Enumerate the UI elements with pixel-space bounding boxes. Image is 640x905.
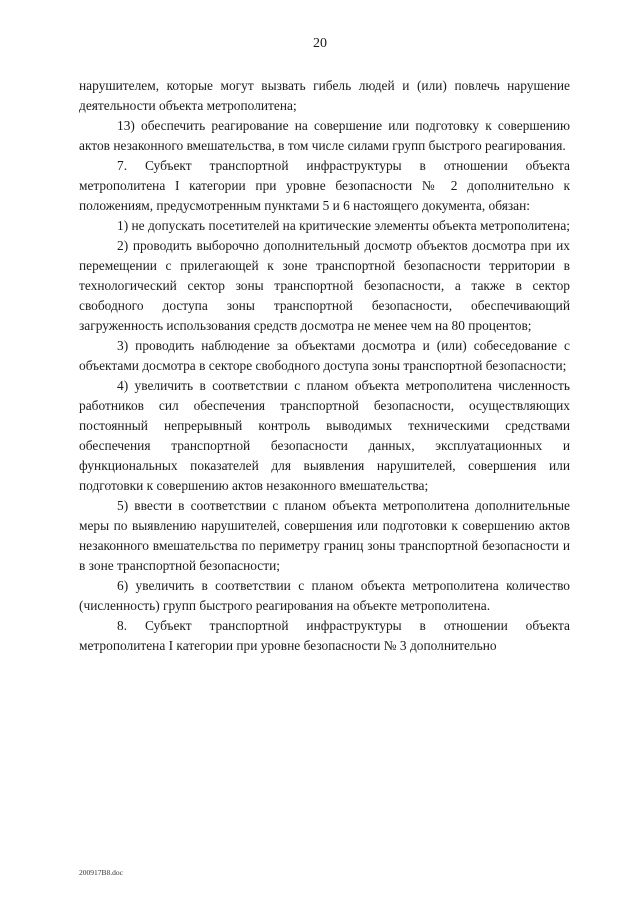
footer-file-code: 200917B8.doc: [79, 868, 123, 877]
paragraph-item-1: 1) не допускать посетителей на критические элементы объекта метрополитена;: [117, 218, 571, 233]
document-body: [79, 76, 570, 656]
paragraph-section-7: 7. Субъект транспортной инфраструктуры в отношении объекта метрополитена I категории при уровне безопасности № 2 дополнительно к положениям, предусмотренным пунктами 5 и 6 настоящего документа, обязан:: [79, 158, 570, 213]
paragraph-item-13: 13) обеспечить реагирование на совершение или подготовку к совершению актов незаконного вмешательства, в том числе силами групп быстрого реагирования.: [79, 118, 570, 153]
paragraph-item-4: 4) увеличить в соответствии с планом объекта метрополитена численность работников сил обеспечения транспортной безопасности, осуществляющих постоянный непрерывный контроль выводимых техническими средствами обеспечения транспортной безопасности данных, эксплуатационных и функциональных показателей для выявления нарушителей, совершения или подготовки к совершению актов незаконного вмешательства;: [79, 378, 570, 493]
paragraph-continuation: нарушителем, которые могут вызвать гибель людей и (или) повлечь нарушение деятельности объекта метрополитена;: [79, 78, 570, 113]
paragraph-item-3: 3) проводить наблюдение за объектами досмотра и (или) собеседование с объектами досмотра в секторе свободного доступа зоны транспортной безопасности;: [79, 338, 570, 373]
paragraph-item-2: 2) проводить выборочно дополнительный досмотр объектов досмотра при их перемещении с прилегающей к зоне транспортной безопасности территории в технологический сектор зоны транспортной безопасности, а также в сектор свободного доступа зоны транспортной безопасности, обеспечивающий загруженность использования средств досмотра не менее чем на 80 процентов;: [79, 238, 570, 333]
paragraph-section-8: 8. Субъект транспортной инфраструктуры в отношении объекта метрополитена I категории при уровне безопасности № 3 дополнительно: [79, 618, 570, 653]
paragraph-item-6: 6) увеличить в соответствии с планом объекта метрополитена количество (численность) групп быстрого реагирования на объекте метрополитена.: [79, 578, 570, 613]
page-number: 20: [313, 36, 327, 51]
paragraph-item-5: 5) ввести в соответствии с планом объекта метрополитена дополнительные меры по выявлению нарушителей, совершения или подготовки к совершению актов незаконного вмешательства по периметру границ зоны транспортной безопасности и в зоне транспортной безопасности;: [79, 498, 570, 573]
